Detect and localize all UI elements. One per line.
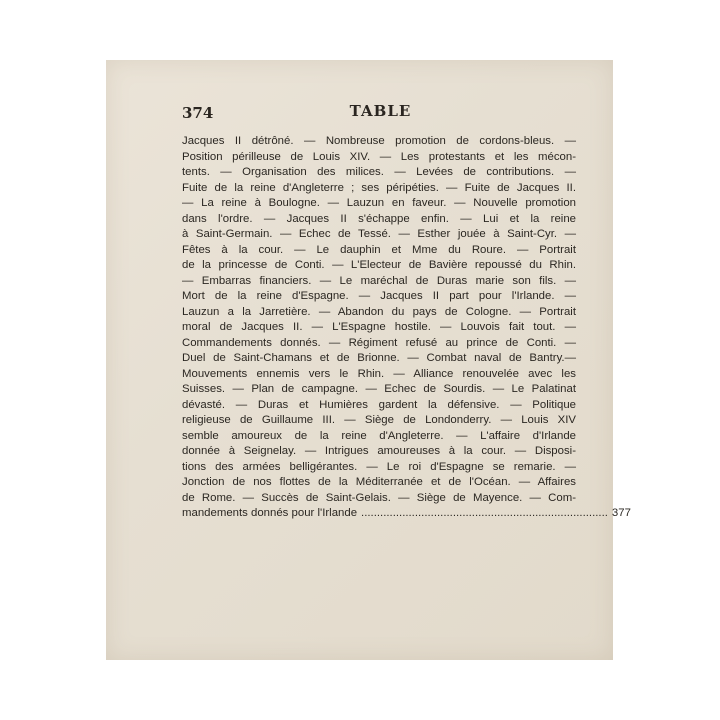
text-line: tents. — Organisation des milices. — Levées de contributions. —: [182, 166, 576, 178]
text-line: tions des armées belligérantes. — Le roi d'Espagne se remarie. —: [182, 460, 576, 473]
text-line: Commandements donnés. — Régiment refusé au prince de Conti. —: [182, 336, 576, 349]
page-number: 374: [182, 104, 214, 122]
text-line: Suisses. — Plan de campagne. — Echec de Sourdis. — Le Palatinat: [182, 383, 576, 395]
text-line: donnée à Seignelay. — Intrigues amoureuses à la cour. — Disposi-: [182, 445, 576, 457]
text-line: — Embarras financiers. — Le maréchal de Duras marie son fils. —: [182, 274, 576, 287]
text-line: moral de Jacques II. — L'Espagne hostile. — Louvois fait tout. —: [182, 321, 576, 333]
text-line: de Rome. — Succès de Saint-Gelais. — Siège de Mayence. — Com-: [182, 491, 576, 504]
text-line: Mouvements ennemis vers le Rhin. — Alliance renouvelée avec les: [182, 367, 576, 380]
page-header: [182, 102, 579, 126]
page-title: TABLE: [349, 102, 412, 120]
text-line: dans l'ordre. — Jacques II s'échappe enfin. — Lui et la reine: [182, 212, 576, 225]
text-line: religieuse de Guillaume III. — Siège de Londonderry. — Louis XIV: [182, 414, 576, 426]
text-line: Mort de la reine d'Espagne. — Jacques II part pour l'Irlande. —: [182, 290, 576, 302]
text-line: semble amoureux de la reine d'Angleterre. — L'affaire d'Irlande: [182, 429, 576, 442]
text-line: Fuite de la reine d'Angleterre ; ses péripéties. — Fuite de Jacques II.: [182, 181, 576, 194]
text-line: Position périlleuse de Louis XIV. — Les protestants et les mécon-: [182, 150, 576, 163]
text-line: Jacques II détrôné. — Nombreuse promotion de cordons-bleus. —: [182, 135, 576, 147]
dot-leader: ..............................................................................: [361, 507, 608, 519]
table-of-contents-entry: [182, 134, 631, 522]
text-line: Fêtes à la cour. — Le dauphin et Mme du Roure. — Portrait: [182, 243, 576, 256]
text-line: — La reine à Boulogne. — Lauzun en faveur. — Nouvelle promotion: [182, 197, 576, 209]
page-reference: 377: [611, 507, 631, 519]
book-page: [106, 60, 631, 660]
text-line: à Saint-Germain. — Echec de Tessé. — Esther jouée à Saint-Cyr. —: [182, 228, 576, 240]
last-line: [182, 506, 631, 522]
text-line: Jonction de nos flottes de la Méditerranée et de l'Océan. — Affaires: [182, 476, 576, 488]
last-line-text: mandements donnés pour l'Irlande: [182, 507, 358, 519]
text-line: Lauzun a la Jarretière. — Abandon du pays de Cologne. — Portrait: [182, 305, 576, 318]
text-line: Duel de Saint-Chamans et de Brionne. — Combat naval de Bantry.—: [182, 352, 576, 364]
text-line: dévasté. — Duras et Humières gardent la défensive. — Politique: [182, 398, 576, 411]
text-line: de la princesse de Conti. — L'Electeur de Bavière repoussé du Rhin.: [182, 259, 576, 271]
